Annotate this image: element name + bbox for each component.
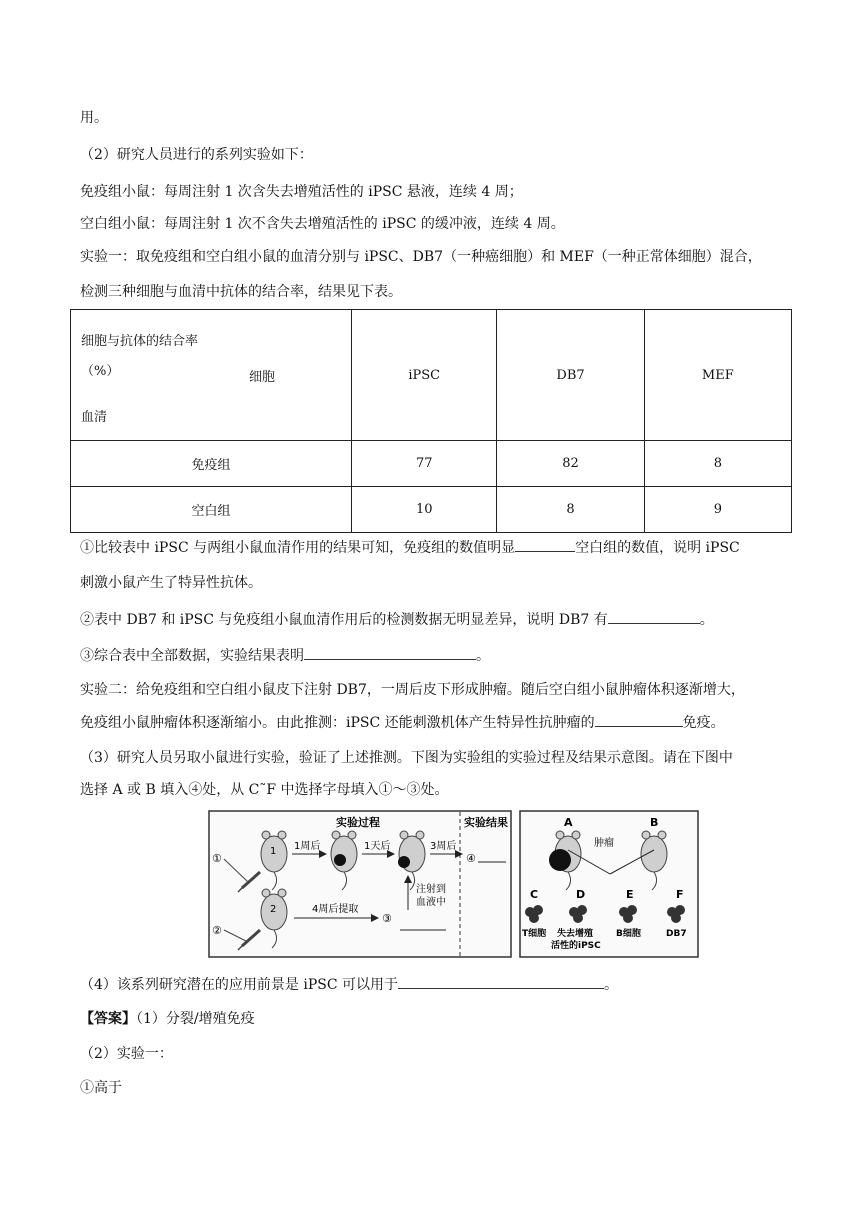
table-row bbox=[71, 441, 792, 487]
text-line: （3）研究人员另取小鼠进行实验，验证了上述推测。下图为实验组的实验过程及结果示意图。请在下图中 bbox=[80, 750, 733, 766]
row-label: 空白组 bbox=[71, 487, 352, 533]
t-cell-label: T细胞 bbox=[522, 929, 547, 939]
answer-blank bbox=[304, 645, 476, 660]
table-cell: 8 bbox=[644, 441, 791, 487]
mouse-number: 1 bbox=[270, 846, 277, 857]
step-label: 3周后 bbox=[430, 841, 457, 852]
option-e-label: E bbox=[626, 888, 634, 901]
ipsc-label: 活性的iPSC bbox=[551, 941, 601, 951]
text-line: 实验二：给免疫组和空白组小鼠皮下注射 DB7，一周后皮下形成肿瘤。随后空白组小鼠肿瘤体积逐渐增大， bbox=[80, 682, 745, 698]
table-cell: 77 bbox=[352, 441, 497, 487]
question-line: ②表中 DB7 和 iPSC 与免疫组小鼠血清作用后的检测数据无明显差异，说明 DB7 有 。 bbox=[80, 609, 714, 630]
row-label: 免疫组 bbox=[71, 441, 352, 487]
marker-3: ③ bbox=[382, 912, 392, 925]
answer-line: （2）实验一： bbox=[80, 1046, 173, 1062]
text-line: 刺激小鼠产生了特异性抗体。 bbox=[80, 575, 262, 591]
step-label: 1天后 bbox=[364, 841, 391, 852]
option-b-label: B bbox=[650, 816, 659, 829]
answer-blank bbox=[515, 537, 575, 552]
option-f-label: F bbox=[676, 888, 684, 901]
text-line: 空白组小鼠：每周注射 1 次不含失去增殖活性的 iPSC 的缓冲液，连续 4 周。 bbox=[80, 216, 565, 232]
option-d-label: D bbox=[576, 888, 586, 901]
text-line: 选择 A 或 B 填入④处，从 C˜F 中选择字母填入①～③处。 bbox=[80, 782, 449, 798]
text-line: 用。 bbox=[80, 110, 108, 126]
process-title: 实验过程 bbox=[336, 816, 380, 829]
step-label: 1周后 bbox=[294, 841, 321, 852]
step-label: 4周后提取 bbox=[312, 904, 359, 915]
table-cell: 8 bbox=[497, 487, 644, 533]
db7-label: DB7 bbox=[666, 929, 687, 939]
table-header-top: 细胞与抗体的结合率 bbox=[81, 334, 199, 349]
text-line: （2）研究人员进行的系列实验如下： bbox=[80, 147, 313, 163]
marker-1: ① bbox=[212, 852, 222, 865]
option-a-label: A bbox=[564, 816, 573, 829]
text-line: 实验一：取免疫组和空白组小鼠的血清分别与 iPSC、DB7（一种癌细胞）和 MEF（一种正常体细胞）混合， bbox=[80, 249, 762, 265]
question-line: （4）该系列研究潜在的应用前景是 iPSC 可以用于 。 bbox=[80, 974, 618, 995]
ipsc-label: 失去增殖 bbox=[557, 929, 594, 939]
answer-line: 【答案】（1）分裂/增殖免疫 bbox=[80, 1011, 255, 1027]
marker-4: ④ bbox=[466, 852, 476, 865]
experiment-figure bbox=[208, 810, 700, 958]
table-header-serum: 血清 bbox=[81, 410, 108, 425]
answer-line: ①高于 bbox=[80, 1080, 122, 1096]
text-line: 检测三种细胞与血清中抗体的结合率，结果见下表。 bbox=[80, 284, 402, 300]
column-header: MEF bbox=[644, 310, 791, 441]
text-line: 免疫组小鼠：每周注射 1 次含失去增殖活性的 iPSC 悬液，连续 4 周； bbox=[80, 184, 523, 200]
inject-label: 注射到 bbox=[416, 884, 446, 895]
table-cell: 10 bbox=[352, 487, 497, 533]
mouse-number: 2 bbox=[270, 904, 277, 915]
tumor-label: 肿瘤 bbox=[594, 838, 614, 849]
table-row bbox=[71, 487, 792, 533]
marker-2: ② bbox=[212, 924, 222, 937]
option-c-label: C bbox=[530, 888, 539, 901]
answer-label: 【答案】 bbox=[80, 1011, 136, 1027]
table-cell: 9 bbox=[644, 487, 791, 533]
result-title: 实验结果 bbox=[464, 816, 508, 829]
result-table bbox=[70, 309, 792, 533]
table-header-unit: （%） bbox=[81, 364, 120, 379]
question-line: ①比较表中 iPSC 与两组小鼠血清作用的结果可知，免疫组的数值明显 空白组的数值，说明 iPSC bbox=[80, 537, 740, 558]
b-cell-label: B细胞 bbox=[616, 929, 641, 939]
column-header: DB7 bbox=[497, 310, 644, 441]
table-header-cell: 细胞 bbox=[249, 370, 276, 385]
table-header-corner bbox=[71, 310, 352, 441]
answer-blank bbox=[398, 974, 604, 989]
answer-blank bbox=[608, 609, 700, 624]
table-cell: 82 bbox=[497, 441, 644, 487]
column-header: iPSC bbox=[352, 310, 497, 441]
answer-blank bbox=[595, 712, 683, 727]
inject-label: 血液中 bbox=[416, 897, 446, 908]
question-line: ③综合表中全部数据，实验结果表明 。 bbox=[80, 645, 490, 666]
question-line: 免疫组小鼠肿瘤体积逐渐缩小。由此推测：iPSC 还能刺激机体产生特异性抗肿瘤的 免疫。 bbox=[80, 712, 725, 733]
